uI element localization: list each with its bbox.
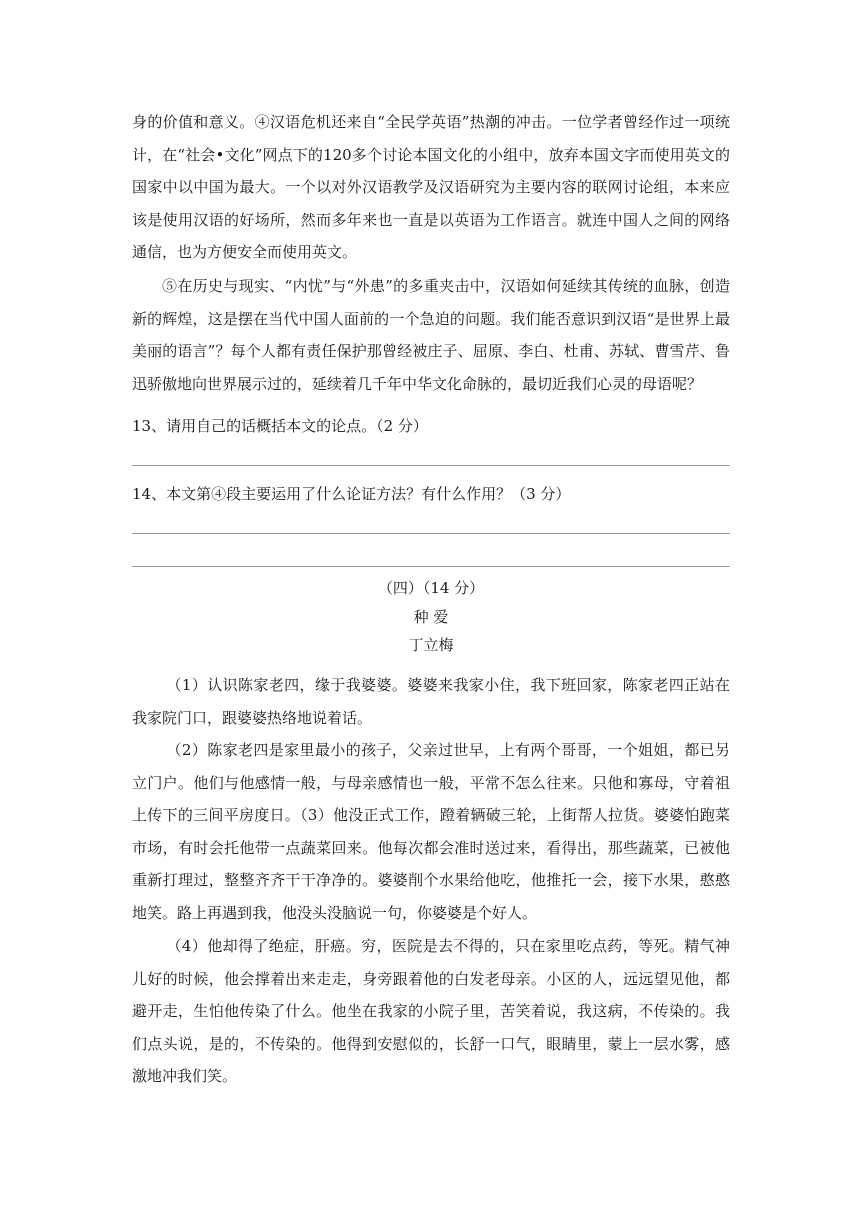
story-paragraph-2: （2）陈家老四是家里最小的孩子，父亲过世早，上有两个哥哥，一个姐姐，都已另立门户。他们与他感情一般，与母亲感情也一般，平常不怎么往来。只他和寡母，守着祖上传下的三间平房度日。（3）他没正式工作，蹬着辆破三轮，上街帮人拉货。婆婆怕跑菜市场，有时会托他带一点蔬菜回来。他每次都会准时送过来，看得出，那些蔬菜，已被他重新打理过，整整齐齐干干净净的。婆婆削个水果给他吃，他推托一会，接下水果，憨憨地笑。路上再遇到我，他没头没脑说一句，你婆婆是个好人。 <box>132 741 730 922</box>
answer-line-14-a[interactable] <box>132 533 730 534</box>
passage-paragraph-5: ⑤在历史与现实、“内忧”与“外患”的多重夹击中，汉语如何延续其传统的血脉，创造新的辉煌，这是摆在当代中国人面前的一个急迫的问题。我们能否意识到汉语“是世界上最美丽的语言”？每个人都有责任保护那曾经被庄子、屈原、李白、杜甫、苏轼、曹雪芹、鲁迅骄傲地向世界展示过的，延续着几千年中华文化命脉的，最切近我们心灵的母语呢？ <box>132 277 730 393</box>
story-paragraph-4: （4）他却得了绝症，肝癌。穷，医院是去不得的，只在家里吃点药，等死。精气神儿好的时候，他会撑着出来走走，身旁跟着他的白发老母亲。小区的人，远远望见他，都避开走，生怕他传染了什么。他坐在我家的小院子里，苦笑着说，我这病，不传染的。我们点头说，是的，不传染的。他得到安慰似的，长舒一口气，眼睛里，蒙上一层水雾，感激地冲我们笑。 <box>132 937 730 1085</box>
question-14: 14、本文第④段主要运用了什么论证方法？有什么作用？（3 分） <box>132 485 571 503</box>
story-title: 种 爱 <box>413 608 449 626</box>
answer-line-14-b[interactable] <box>132 566 730 567</box>
story-paragraph-1: （1）认识陈家老四，缘于我婆婆。婆婆来我家小住，我下班回家，陈家老四正站在我家院门口，跟婆婆热络地说着话。 <box>132 676 730 727</box>
answer-line-13[interactable] <box>132 465 730 466</box>
question-13: 13、请用自己的话概括本文的论点。（2 分） <box>132 417 428 435</box>
passage-paragraph-4-continued: 身的价值和意义。④汉语危机还来自“全民学英语”热潮的冲击。一位学者曾经作过一项统计，在“社会•文化”网点下的120多个讨论本国文化的小组中，放弃本国文字而使用英文的国家中以中国为最大。一个以对外汉语教学及汉语研究为主要内容的联网讨论组，本来应该是使用汉语的好场所，然而多年来也一直是以英语为工作语言。就连中国人之间的网络通信，也为方便安全而使用英文。 <box>132 113 730 261</box>
story-author: 丁立梅 <box>408 636 454 654</box>
section-heading: （四）（14 分） <box>377 579 485 597</box>
